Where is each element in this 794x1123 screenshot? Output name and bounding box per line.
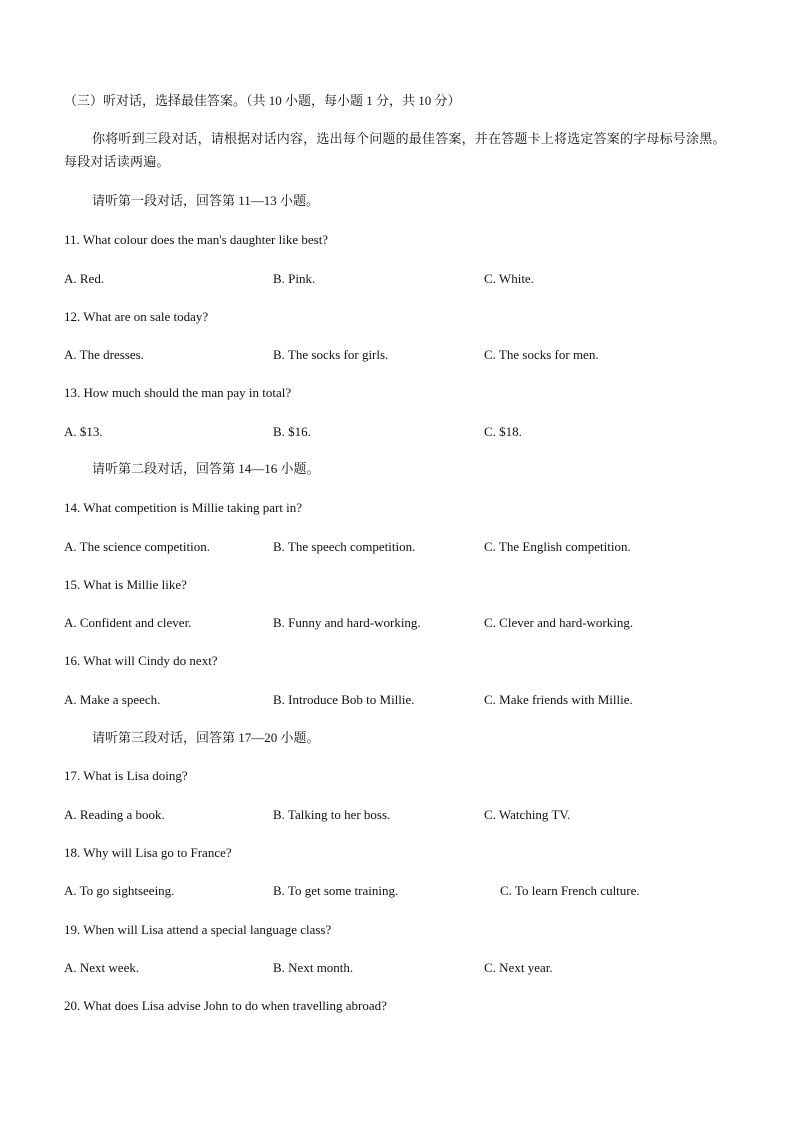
question-14-option-b[interactable]: B. The speech competition. bbox=[273, 539, 416, 554]
question-20-stem: 20. What does Lisa advise John to do when travelling abroad? bbox=[64, 998, 387, 1013]
question-18-options bbox=[64, 883, 744, 899]
question-13-stem: 13. How much should the man pay in total? bbox=[64, 385, 292, 400]
question-17-option-a[interactable]: A. Reading a book. bbox=[64, 807, 165, 822]
question-12-option-c[interactable]: C. The socks for men. bbox=[484, 347, 599, 362]
question-15-option-a[interactable]: A. Confident and clever. bbox=[64, 615, 192, 630]
question-13-option-a[interactable]: A. $13. bbox=[64, 424, 103, 439]
dialogue-3-prompt: 请听第三段对话，回答第 17—20 小题。 bbox=[92, 730, 320, 745]
question-16-option-b[interactable]: B. Introduce Bob to Millie. bbox=[273, 692, 415, 707]
question-16-option-c[interactable]: C. Make friends with Millie. bbox=[484, 692, 633, 707]
question-17-stem: 17. What is Lisa doing? bbox=[64, 768, 188, 783]
dialogue-1-prompt: 请听第一段对话，回答第 11—13 小题。 bbox=[92, 193, 320, 208]
question-16-stem: 16. What will Cindy do next? bbox=[64, 653, 218, 668]
question-14-option-a[interactable]: A. The science competition. bbox=[64, 539, 210, 554]
question-19-stem: 19. When will Lisa attend a special language class? bbox=[64, 922, 332, 937]
question-15-options bbox=[64, 615, 744, 631]
question-18-option-a[interactable]: A. To go sightseeing. bbox=[64, 883, 175, 898]
dialogue-2-prompt: 请听第二段对话，回答第 14—16 小题。 bbox=[92, 461, 320, 476]
question-17-option-b[interactable]: B. Talking to her boss. bbox=[273, 807, 391, 822]
question-12-stem: 12. What are on sale today? bbox=[64, 309, 209, 324]
question-11-option-a[interactable]: A. Red. bbox=[64, 271, 105, 286]
question-13-option-c[interactable]: C. $18. bbox=[484, 424, 522, 439]
question-18-option-b[interactable]: B. To get some training. bbox=[273, 883, 399, 898]
question-14-stem: 14. What competition is Millie taking part in? bbox=[64, 500, 303, 515]
question-11-option-c[interactable]: C. White. bbox=[484, 271, 534, 286]
question-19-option-a[interactable]: A. Next week. bbox=[64, 960, 140, 975]
question-16-options bbox=[64, 692, 744, 708]
question-12-options bbox=[64, 347, 744, 363]
question-18-stem: 18. Why will Lisa go to France? bbox=[64, 845, 232, 860]
question-12-option-b[interactable]: B. The socks for girls. bbox=[273, 347, 389, 362]
question-15-stem: 15. What is Millie like? bbox=[64, 577, 187, 592]
question-14-options bbox=[64, 539, 744, 555]
question-15-option-b[interactable]: B. Funny and hard-working. bbox=[273, 615, 421, 630]
question-11-options bbox=[64, 271, 744, 287]
question-19-option-b[interactable]: B. Next month. bbox=[273, 960, 354, 975]
question-13-options bbox=[64, 424, 744, 440]
question-12-option-a[interactable]: A. The dresses. bbox=[64, 347, 144, 362]
question-13-option-b[interactable]: B. $16. bbox=[273, 424, 311, 439]
section-heading: （三）听对话，选择最佳答案。（共 10 小题，每小题 1 分，共 10 分） bbox=[64, 93, 461, 108]
question-14-option-c[interactable]: C. The English competition. bbox=[484, 539, 631, 554]
question-17-option-c[interactable]: C. Watching TV. bbox=[484, 807, 571, 822]
question-11-stem: 11. What colour does the man's daughter like best? bbox=[64, 232, 329, 247]
question-16-option-a[interactable]: A. Make a speech. bbox=[64, 692, 161, 707]
question-15-option-c[interactable]: C. Clever and hard-working. bbox=[484, 615, 634, 630]
question-18-option-c[interactable]: C. To learn French culture. bbox=[500, 883, 640, 898]
section-instructions: 你将听到三段对话，请根据对话内容，选出每个问题的最佳答案，并在答题卡上将选定答案的字母标号涂黑。每段对话读两遍。 bbox=[64, 131, 726, 169]
question-19-options bbox=[64, 960, 744, 976]
question-11-option-b[interactable]: B. Pink. bbox=[273, 271, 316, 286]
question-17-options bbox=[64, 807, 744, 823]
question-19-option-c[interactable]: C. Next year. bbox=[484, 960, 553, 975]
